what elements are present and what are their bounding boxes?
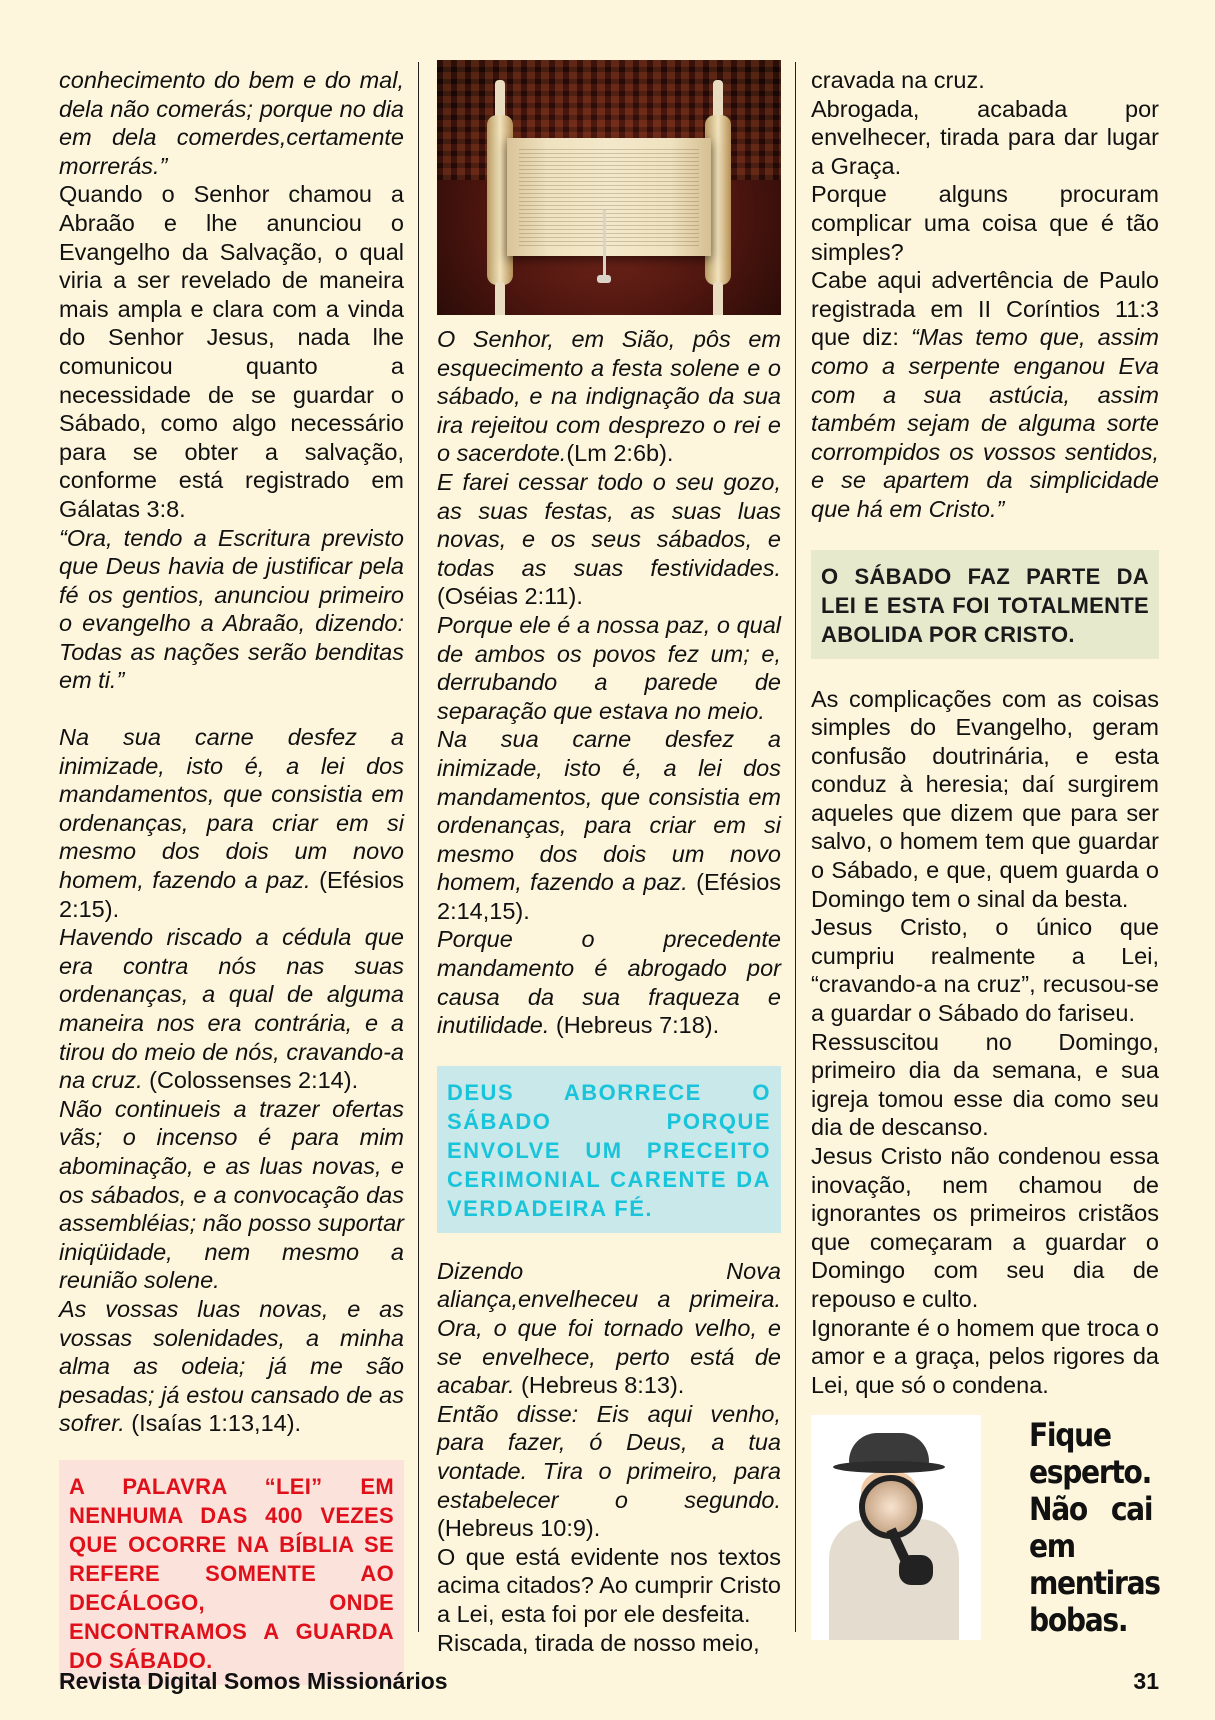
callout-box-green: O SÁBADO FAZ PARTE DA LEI E ESTA FOI TOTALMENTE ABOLIDA POR CRISTO.: [811, 550, 1159, 659]
paragraph: [59, 1295, 404, 1438]
paragraph: [437, 1400, 781, 1543]
column-1: [59, 66, 404, 1685]
paragraph: conhecimento do bem e do mal, dela não comerás; porque no dia em dela comerdes,certamente morrerás.”: [59, 67, 404, 179]
quote: E farei cessar todo o seu gozo, as suas festas, as suas luas novas, e os seus sábados, e todas as suas festividades.: [437, 468, 781, 581]
paragraph: [59, 923, 404, 1095]
paragraph: As complicações com as coisas simples do Evangelho, geram confusão doutrinária, e esta conduz à heresia; daí surgirem aqueles que dizem que para ser salvo, o homem tem que guardar o Sábado, e que, quem guarda o Domingo tem o sinal da besta.: [811, 685, 1159, 912]
reference: (Colossenses 2:14).: [142, 1067, 359, 1094]
detective-magnifier-image: [811, 1415, 981, 1640]
callout-box-red: A PALAVRA “LEI” EM NENHUMA DAS 400 VEZES QUE OCORRE NA BÍBLIA SE REFERE SOMENTE AO DECÁLOGO, ONDE ENCONTRAMOS A GUARDA DO SÁBADO.: [59, 1460, 404, 1685]
paragraph-text: Cabe aqui advertência de Paulo registrada em II Coríntios 11:3 que diz:: [811, 267, 1159, 351]
paragraph: [437, 325, 781, 468]
reference: (Efésios 2:15).: [59, 867, 405, 922]
quote: Na sua carne desfez a inimizade, isto é, a lei dos mandamentos, que consistia em ordenanças, para criar em si mesmo dos dois um novo homem, fazendo a paz.: [437, 726, 781, 896]
reference: (Hebreus 10:9).: [437, 1515, 601, 1542]
quote: Então disse: Eis aqui venho, para fazer, ó Deus, a tua vontade. Tira o primeiro, para estabelecer o segundo.: [437, 1400, 781, 1513]
paragraph: [437, 468, 781, 611]
torah-scroll-image: [437, 60, 781, 315]
column-3: [811, 66, 1159, 1640]
paragraph: Porque alguns procuram complicar uma coisa que é tão simples?: [811, 181, 1159, 265]
paragraph: cravada na cruz.: [811, 67, 985, 93]
reference: (Isaías 1:13,14).: [124, 1410, 302, 1437]
paragraph: Jesus Cristo, o único que cumpriu realmente a Lei, “cravando-a na cruz”, recusou-se a guardar o Sábado do fariseu.: [811, 914, 1159, 1027]
paragraph: [437, 925, 781, 1039]
quote: “Ora, tendo a Escritura previsto que Deus havia de justificar pela fé os gentios, anunciou primeiro o evangelho a Abraão, dizendo: Todas as nações serão benditas em ti.”: [59, 524, 404, 694]
paragraph: [811, 266, 1159, 523]
reference: (Oséias 2:11).: [437, 583, 583, 610]
paragraph: Ressuscitou no Domingo, primeiro dia da semana, e sua igreja tomou esse dia como seu dia de descanso.: [811, 1028, 1159, 1141]
paragraph: Jesus Cristo não condenou essa inovação, nem chamou de ignorantes os primeiros cristãos que começaram a guardar o Domingo com seu dia de repouso e culto.: [811, 1143, 1159, 1312]
quote: Havendo riscado a cédula que era contra nós nas suas ordenanças, a qual de alguma maneira nos era contrária, e a tirou do meio de nós, cravando-a na cruz.: [59, 924, 404, 1094]
page-footer: [59, 1668, 1159, 1695]
reference: (Lm 2:6b).: [566, 440, 674, 467]
paragraph: Ignorante é o homem que troca o amor e a graça, pelos rigores da Lei, que só o condena.: [811, 1314, 1159, 1398]
magazine-title: Revista Digital Somos Missionários: [59, 1668, 448, 1694]
promo-block: [811, 1415, 1159, 1640]
paragraph: Quando o Senhor chamou a Abraão e lhe anunciou o Evangelho da Salvação, o qual viria a ser revelado de maneira mais ampla e clara com a vinda do Senhor Jesus, nada lhe comunicou quanto a necessidade de se guardar o Sábado, como algo necessário para se obter a salvação, conforme está registrado em Gálatas 3:8.: [59, 181, 404, 522]
quote: Não continueis a trazer ofertas vãs; o incenso é para mim abominação, e as luas novas, e os sábados, e a convocação das assembléias; não posso suportar iniqüidade, nem mesmo a reunião solene.: [59, 1095, 404, 1294]
reference: (Efésios 2:14,15).: [437, 869, 782, 924]
quote: Porque o precedente mandamento é abrogado por causa da sua fraqueza e inutilidade.: [437, 926, 781, 1039]
paragraph: O que está evidente nos textos acima citados? Ao cumprir Cristo a Lei, esta foi por ele desfeita.: [437, 1543, 781, 1627]
page-number: 31: [1133, 1668, 1159, 1694]
paragraph: [437, 1257, 781, 1400]
promo-slogan: Fique esperto. Não cai em mentiras bobas.: [1029, 1416, 1160, 1640]
quote: Na sua carne desfez a inimizade, isto é, a lei dos mandamentos, que consistia em ordenanças, para criar em si mesmo dos dois um novo homem, fazendo a paz.: [59, 724, 404, 894]
quote: “Mas temo que, assim como a serpente enganou Eva com a sua astúcia, assim também sejam de alguma sorte corrompidos os vossos sentidos, e se apartem da simplicidade que há em Cristo.”: [811, 324, 1160, 522]
quote: O Senhor, em Sião, pôs em esquecimento a festa solene e o sábado, e na indignação da sua ira rejeitou com desprezo o rei e o sacerdote.: [437, 326, 781, 467]
reference: (Hebreus 7:18).: [549, 1012, 720, 1039]
quote: Porque ele é a nossa paz, o qual de ambos os povos fez um; e, derrubando a parede de separação que estava no meio.: [437, 611, 781, 724]
paragraph: [437, 725, 781, 925]
quote: Dizendo Nova aliança,envelheceu a primeira. Ora, o que foi tornado velho, e se envelhece, perto está de acabar.: [437, 1257, 781, 1399]
column-divider-right: [795, 62, 796, 1632]
column-divider-left: [418, 62, 419, 1632]
quote: As vossas luas novas, e as vossas solenidades, a minha alma as odeia; já me são pesadas; já estou cansado de as sofrer.: [59, 1295, 404, 1437]
paragraph: [59, 723, 404, 923]
reference: (Hebreus 8:13).: [514, 1372, 685, 1399]
callout-box-blue: DEUS ABORRECE O SÁBADO PORQUE ENVOLVE UM PRECEITO CERIMONIAL CARENTE DA VERDADEIRA FÉ.: [437, 1066, 781, 1233]
paragraph: Abrogada, acabada por envelhecer, tirada para dar lugar a Graça.: [811, 95, 1159, 179]
paragraph: Riscada, tirada de nosso meio,: [437, 1629, 760, 1656]
column-2: [437, 60, 781, 1657]
